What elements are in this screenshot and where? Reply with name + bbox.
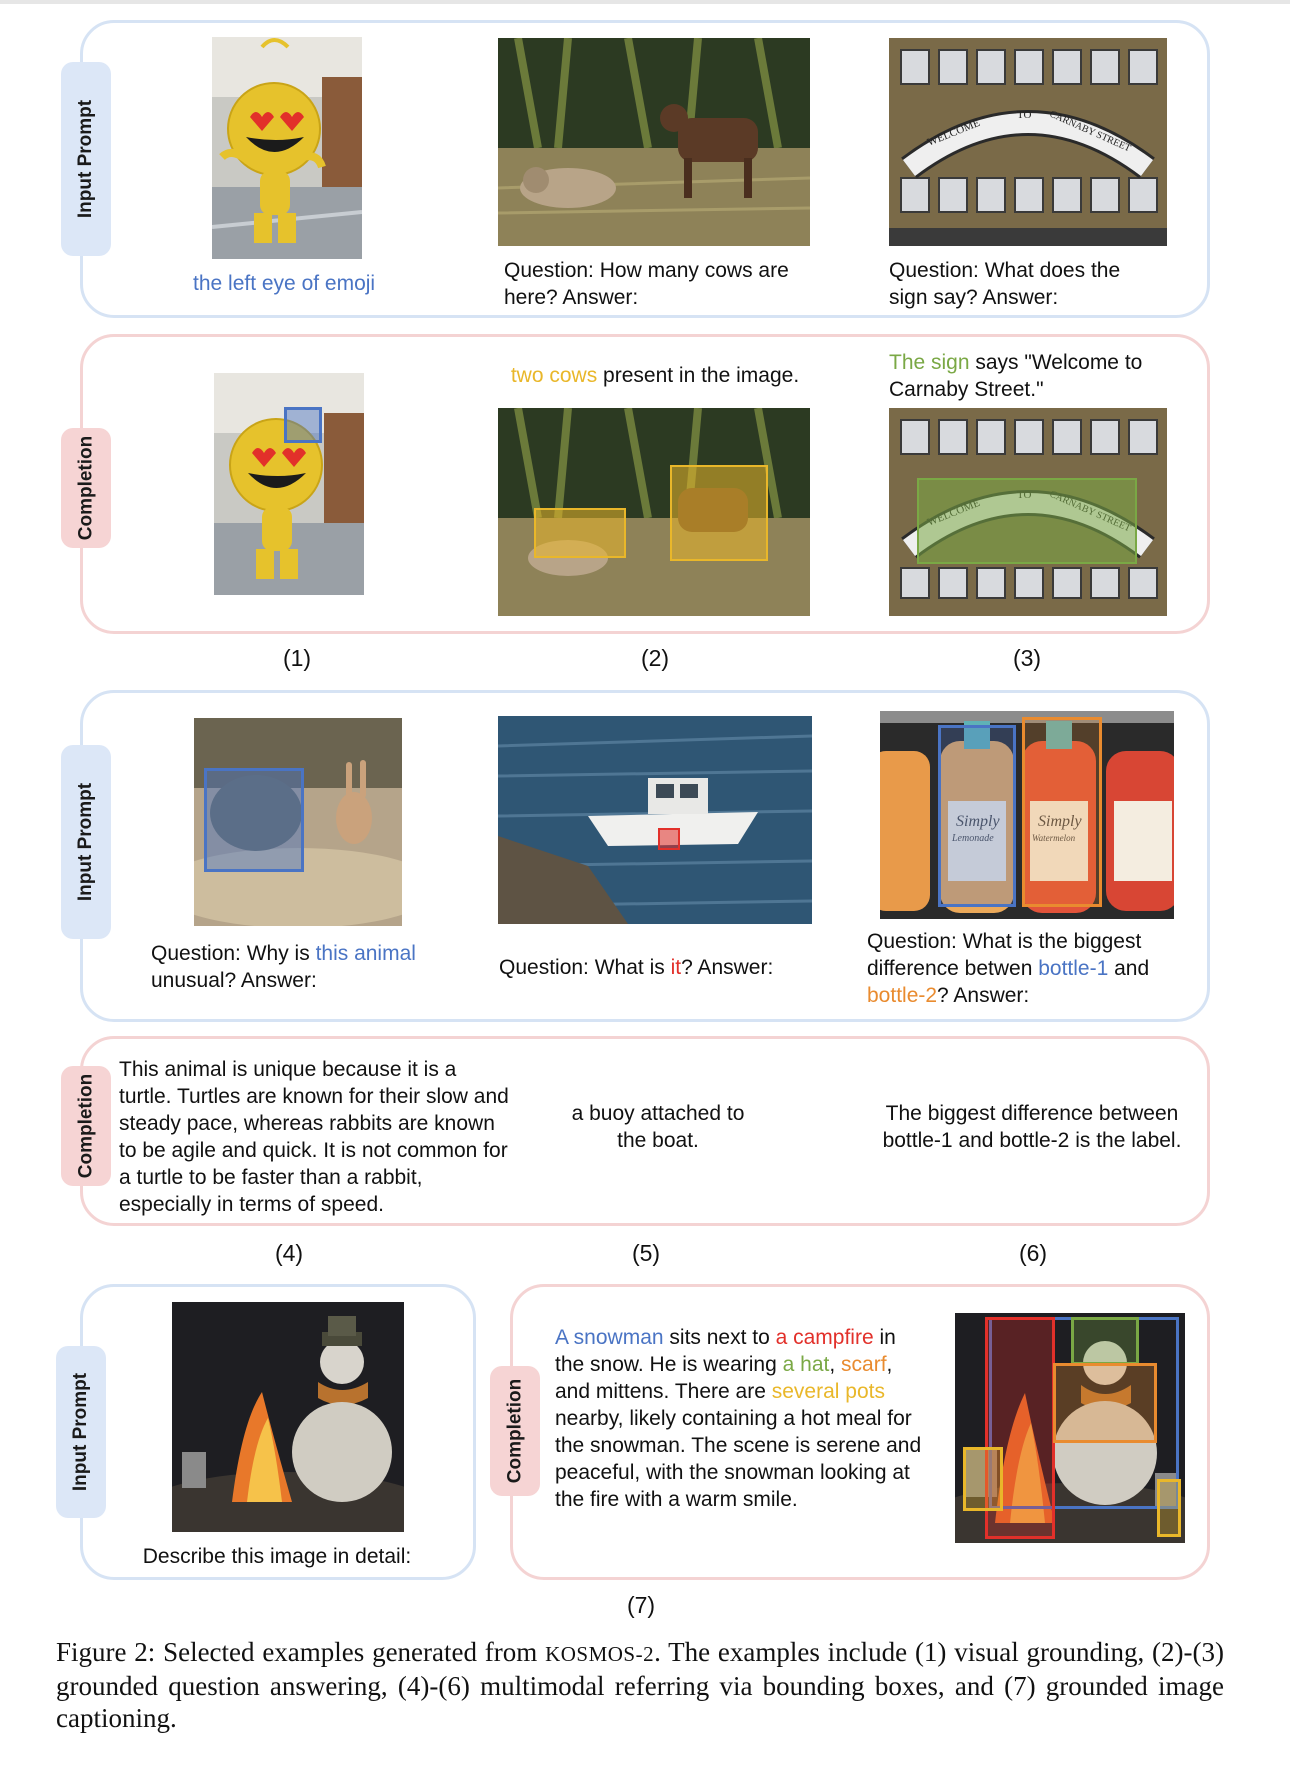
- ex7-hl-pots: several pots: [771, 1380, 885, 1403]
- ex5-prompt-post: ? Answer:: [681, 956, 774, 979]
- bottle-label-2-text: Simply: [1038, 813, 1082, 830]
- ex3-completion-highlight: The sign: [889, 351, 970, 374]
- carnaby-street-image: [889, 38, 1167, 246]
- bottle-sub-2-text: Watermelon: [1032, 833, 1076, 843]
- boat-image: [498, 716, 812, 924]
- ex6-prompt-highlight-2: bottle-2: [867, 984, 938, 1007]
- ex7-completion: A snowman sits next to a campfire in the snow. He is wearing a hat, scarf, and mittens. There are several pots nearby, likely containing a hot meal for the snowman. The scene is serene and peaceful, with the snowman looking at the fire with a warm smile.: [555, 1326, 922, 1511]
- buoy-bbox: [658, 828, 680, 850]
- carnaby-street-grounded-image: [889, 408, 1167, 616]
- bottle-2-bbox: [1022, 717, 1102, 907]
- left-eye-bbox: [284, 407, 322, 443]
- ex3-prompt: Question: What does the sign say? Answer:: [889, 259, 1121, 309]
- ex2-completion-highlight: two cows: [510, 364, 598, 387]
- caption-rest: . The examples include (1) visual grounding, (2)-(3) grounded question answering, (4)-(6) multimodal referring via bounding boxes, and (7) grounded image captioning.: [56, 1637, 1224, 1733]
- ex6-completion: The biggest difference between bottle-1 and bottle-2 is the label.: [882, 1102, 1182, 1152]
- input-prompt-tag-2: Input Prompt: [61, 745, 111, 939]
- hat-bbox: [1071, 1317, 1139, 1365]
- caption-prefix: Figure 2: Selected examples generated from: [56, 1637, 546, 1667]
- cows-grounded-image: [498, 408, 810, 616]
- ex2-completion: [470, 362, 840, 389]
- sign-right-text: CARNABY STREET: [1047, 108, 1133, 155]
- sign-bbox: [917, 478, 1137, 564]
- cow-2-bbox: [670, 465, 768, 561]
- example-label-3: (3): [1012, 645, 1042, 671]
- ex2-prompt: Question: How many cows are here? Answer:: [504, 259, 789, 309]
- ex3-completion: [889, 349, 1179, 403]
- ex7-hl-campfire: a campfire: [775, 1326, 874, 1349]
- example-label-2: (2): [640, 645, 670, 671]
- example-label-6: (6): [1018, 1240, 1048, 1266]
- caption-model-name: KOSMOS-2: [545, 1642, 655, 1666]
- input-prompt-tag-1: Input Prompt: [61, 62, 111, 256]
- bottle-1-bbox: [938, 725, 1016, 907]
- ex4-completion: This animal is unique because it is a turtle. Turtles are known for their slow and steady pace, whereas rabbits are known to be agile and quick. It is not common for a turtle to be faster than a rabbit, especially in terms of speed.: [119, 1058, 509, 1216]
- ex6-prompt-mid: and: [1108, 957, 1150, 980]
- ex6-prompt-pre: Question: What is the biggest difference betwen: [867, 930, 1142, 980]
- ex6-prompt-highlight-1: bottle-1: [1038, 957, 1109, 980]
- example-label-4: (4): [274, 1240, 304, 1266]
- ex5-prompt: [499, 954, 809, 981]
- turtle-rabbit-image: [194, 718, 402, 926]
- ex6-prompt: [867, 928, 1197, 1009]
- completion-tag-3: Completion: [490, 1366, 540, 1496]
- pot-2-bbox: [1157, 1479, 1181, 1537]
- bottles-image: [880, 711, 1174, 919]
- completion-tag-1: Completion: [61, 428, 111, 548]
- ex1-prompt: the left eye of emoji: [193, 272, 376, 295]
- ex5-prompt-pre: Question: What is: [499, 956, 671, 979]
- ex7-prompt: Describe this image in detail:: [142, 1545, 412, 1568]
- cows-image: [498, 38, 810, 246]
- figure-caption: [56, 1636, 1224, 1734]
- completion-tag-2: Completion: [61, 1066, 111, 1186]
- example-label-7: (7): [626, 1592, 656, 1618]
- pot-1-bbox: [963, 1447, 1003, 1511]
- ex4-prompt: [151, 940, 441, 994]
- ex7-hl-snowman: A snowman: [555, 1326, 664, 1349]
- turtle-bbox: [204, 768, 304, 872]
- page-top-rule: [0, 0, 1290, 4]
- ex5-prompt-highlight: it: [670, 956, 682, 979]
- ex6-prompt-post: ? Answer:: [937, 984, 1030, 1007]
- emoji-mascot-grounded-image: [214, 373, 364, 595]
- input-prompt-tag-3: Input Prompt: [56, 1346, 106, 1518]
- scarf-bbox: [1053, 1363, 1157, 1443]
- ex4-prompt-highlight: this animal: [315, 942, 416, 965]
- ex4-prompt-pre: Question: Why is: [151, 942, 316, 965]
- ex4-prompt-post: unusual? Answer:: [151, 969, 317, 992]
- bottle-label-1-text: Simply: [956, 813, 1000, 830]
- snowman-campfire-image: [172, 1302, 404, 1532]
- ex7-hl-hat: a hat: [782, 1353, 830, 1376]
- bottle-sub-1-text: Lemonade: [952, 833, 994, 844]
- example-label-5: (5): [631, 1240, 661, 1266]
- ex2-completion-rest: present in the image.: [597, 364, 800, 387]
- ex7-hl-scarf: scarf: [841, 1353, 887, 1376]
- cow-1-bbox: [534, 508, 626, 558]
- ex3-completion-rest: says "Welcome to Carnaby Street.": [889, 351, 1143, 401]
- ex5-completion: a buoy attached to the boat.: [571, 1102, 745, 1152]
- sign-mid-text: TO: [1017, 109, 1032, 121]
- snowman-campfire-grounded-image: [955, 1313, 1185, 1543]
- emoji-mascot-image: [212, 37, 362, 259]
- example-label-1: (1): [282, 645, 312, 671]
- sign-left-text: WELCOME: [925, 116, 982, 149]
